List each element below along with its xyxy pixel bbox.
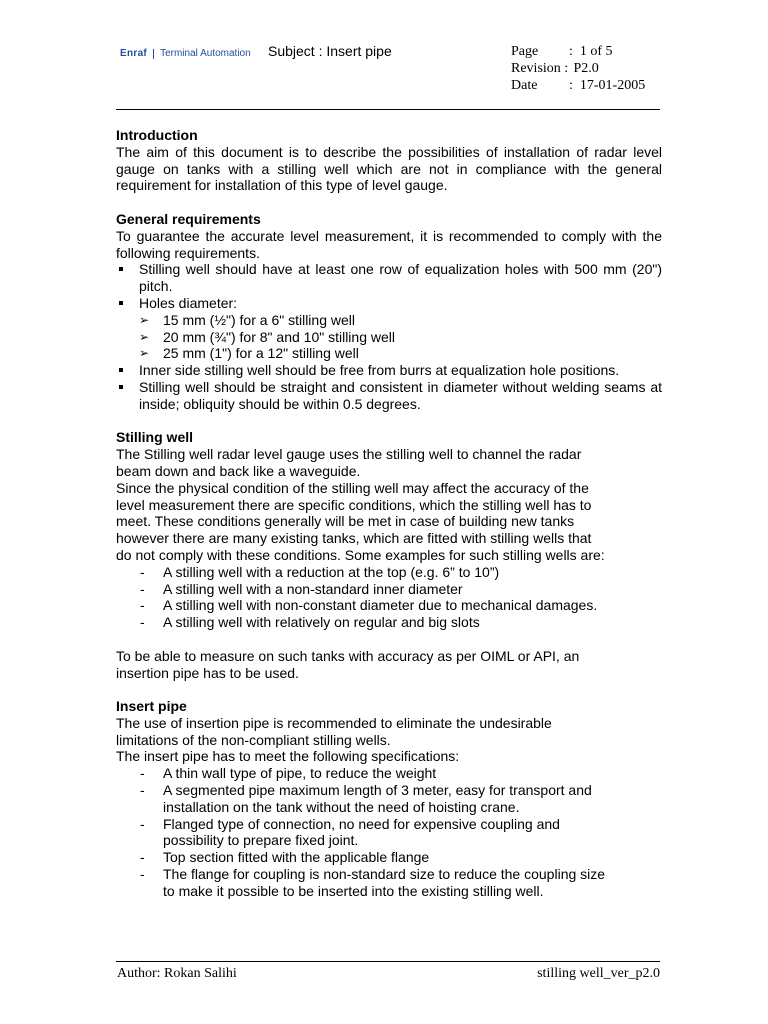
list-item (140, 816, 662, 850)
list-item: Inner side stilling well should be free from burrs at equalization hole positions. (116, 362, 662, 379)
page-label: Page (511, 44, 539, 59)
stilling-line: The Stilling well radar level gauge uses the stilling well to channel the radar (116, 446, 582, 463)
list-item (140, 849, 662, 866)
revision-value: P2.0 (570, 61, 599, 76)
insert-specs-list (116, 765, 662, 899)
page-row (511, 43, 645, 60)
logo-brand: Enraf (120, 48, 148, 59)
stilling-line: however there are many existing tanks, which are fitted with stilling wells that (116, 530, 592, 547)
spec-text: Top section fitted with the applicable flange (163, 849, 430, 866)
list-item (140, 765, 662, 782)
spec-text: to make it possible to be inserted into the existing stilling well. (163, 882, 544, 899)
document-subject: Subject : Insert pipe (268, 43, 392, 59)
document-body (116, 127, 662, 900)
stilling-examples-list (116, 564, 662, 631)
spec-text: installation on the tank without the need of hoisting crane. (163, 798, 520, 815)
insert-line: limitations of the non-compliant stilling wells. (116, 731, 391, 748)
list-item (140, 782, 662, 816)
revision-label: Revision : (511, 61, 569, 76)
requirements-text: To guarantee the accurate level measurement, it is recommended to comply with the following requirements. (116, 227, 662, 261)
list-item: ➢ 20 mm (¾") for 8" and 10" stilling well (139, 329, 662, 346)
spec-text: A segmented pipe maximum length of 3 meter, easy for transport and (163, 782, 592, 799)
stilling-line: level measurement there are specific conditions, which the stilling well has to (116, 496, 592, 513)
logo-divider (153, 49, 154, 59)
stilling-line: insertion pipe has to be used. (116, 664, 299, 681)
footer-rule (116, 961, 660, 962)
intro-text: The aim of this document is to describe the possibilities of installation of radar level gauge on tanks with a stilling well which are not in compliance with the general requirement for installation of this type of level gauge. (116, 143, 662, 194)
spec-text: A thin wall type of pipe, to reduce the weight (163, 765, 437, 782)
list-item (140, 866, 662, 900)
date-value: : 17-01-2005 (569, 78, 646, 93)
stilling-heading: Stilling well (116, 429, 194, 446)
list-item: - A stilling well with a non-standard inner diameter (140, 581, 662, 598)
intro-heading: Introduction (116, 127, 198, 143)
list-item: - A stilling well with a reduction at the top (e.g. 6” to 10”) (140, 564, 662, 581)
stilling-line: Since the physical condition of the stilling well may affect the accuracy of the (116, 479, 589, 496)
stilling-line: do not comply with these conditions. Some examples for such stilling wells are: (116, 546, 605, 563)
logo-text: Terminal Automation (160, 48, 251, 59)
requirements-heading: General requirements (116, 210, 261, 227)
requirements-list-continued (116, 362, 662, 412)
stilling-line: To be able to measure on such tanks with accuracy as per OIML or API, an (116, 647, 580, 664)
list-item: ➢ 25 mm (1") for a 12" stilling well (139, 345, 662, 362)
date-label: Date (511, 78, 538, 93)
header-rule (116, 109, 660, 110)
page-value: : 1 of 5 (569, 44, 613, 59)
hole-diameter-list (116, 312, 662, 362)
date-row (511, 77, 645, 94)
company-logo (120, 48, 251, 59)
revision-row (511, 60, 645, 77)
list-item: Holes diameter: (116, 295, 662, 312)
footer-author: Author: Rokan Salihi (117, 966, 237, 981)
list-item: Stilling well should have at least one row of equalization holes with 500 mm (20") pitch. (116, 261, 662, 295)
spec-text: The flange for coupling is non-standard size to reduce the coupling size (163, 866, 606, 883)
stilling-line: meet. These conditions generally will be met in case of building new tanks (116, 513, 575, 530)
insert-line: The insert pipe has to meet the following specifications: (116, 748, 460, 765)
spec-text: possibility to prepare fixed joint. (163, 832, 359, 849)
footer-filename: stilling well_ver_p2.0 (537, 966, 660, 981)
list-item: ➢ 15 mm (½") for a 6" stilling well (139, 312, 662, 329)
spec-text: Flanged type of connection, no need for expensive coupling and (163, 815, 560, 832)
list-item: - A stilling well with relatively on regular and big slots (140, 614, 662, 631)
requirements-list (116, 261, 662, 311)
document-meta (511, 43, 645, 94)
list-item: Stilling well should be straight and consistent in diameter without welding seams at inside; obliquity should be within 0.5 degrees. (116, 379, 662, 413)
list-item: - A stilling well with non-constant diameter due to mechanical damages. (140, 597, 662, 614)
insert-heading: Insert pipe (116, 698, 187, 715)
stilling-line: beam down and back like a waveguide. (116, 462, 361, 479)
insert-line: The use of insertion pipe is recommended to eliminate the undesirable (116, 714, 552, 731)
